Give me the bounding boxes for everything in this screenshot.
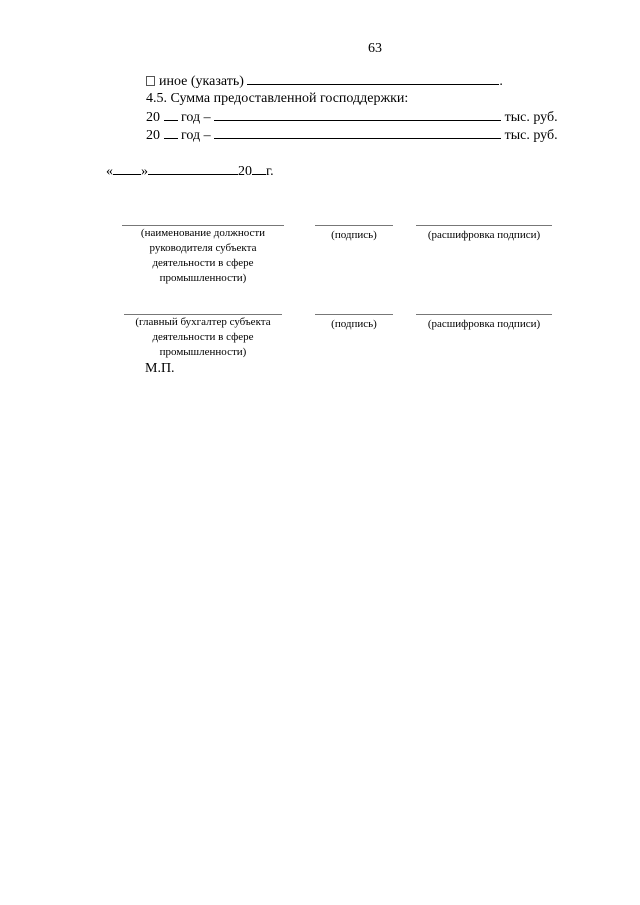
date-line — [106, 162, 274, 180]
accountant-position-caption: (главный бухгалтер субъекта деятельности в сфере промышленности) — [135, 316, 271, 358]
other-option-blank[interactable] — [247, 72, 499, 85]
open-quote: « — [106, 164, 113, 179]
other-option-end: . — [499, 74, 503, 89]
year-word: год – — [181, 128, 211, 143]
head-decoding-caption: (расшифровка подписи) — [427, 229, 541, 241]
seal-label: М.П. — [145, 361, 175, 376]
year-prefix: 20 — [146, 128, 160, 143]
accountant-decoding-line[interactable] — [416, 314, 552, 315]
head-position-caption: (наименование должности руководителя субъекта деятельности в сфере промышленности) — [140, 227, 266, 284]
amount-blank[interactable] — [214, 108, 501, 121]
head-signature-line[interactable] — [315, 225, 393, 226]
unit-label: тыс. руб. — [504, 128, 558, 143]
date-year-prefix: 20 — [238, 164, 252, 179]
head-signature-caption: (подпись) — [331, 229, 377, 241]
head-decoding-line[interactable] — [416, 225, 552, 226]
checkbox-icon[interactable] — [146, 76, 155, 86]
accountant-signature-line[interactable] — [315, 314, 393, 315]
other-option-line — [146, 72, 503, 90]
year-prefix: 20 — [146, 110, 160, 125]
day-blank[interactable] — [113, 162, 141, 175]
page-number: 63 — [368, 41, 382, 56]
accountant-decoding-caption: (расшифровка подписи) — [427, 318, 541, 330]
section-heading: 4.5. Сумма предоставленной господдержки: — [146, 91, 409, 106]
close-quote: » — [141, 164, 148, 179]
year-word: год – — [181, 110, 211, 125]
unit-label: тыс. руб. — [504, 110, 558, 125]
year-blank[interactable] — [164, 108, 178, 121]
date-suffix: г. — [266, 164, 274, 179]
year-row — [146, 108, 558, 126]
year-blank[interactable] — [164, 126, 178, 139]
other-option-label: иное (указать) — [159, 74, 244, 89]
year-row — [146, 126, 558, 144]
month-blank[interactable] — [148, 162, 238, 175]
accountant-signature-caption: (подпись) — [331, 318, 377, 330]
amount-blank[interactable] — [214, 126, 501, 139]
date-year-blank[interactable] — [252, 162, 266, 175]
